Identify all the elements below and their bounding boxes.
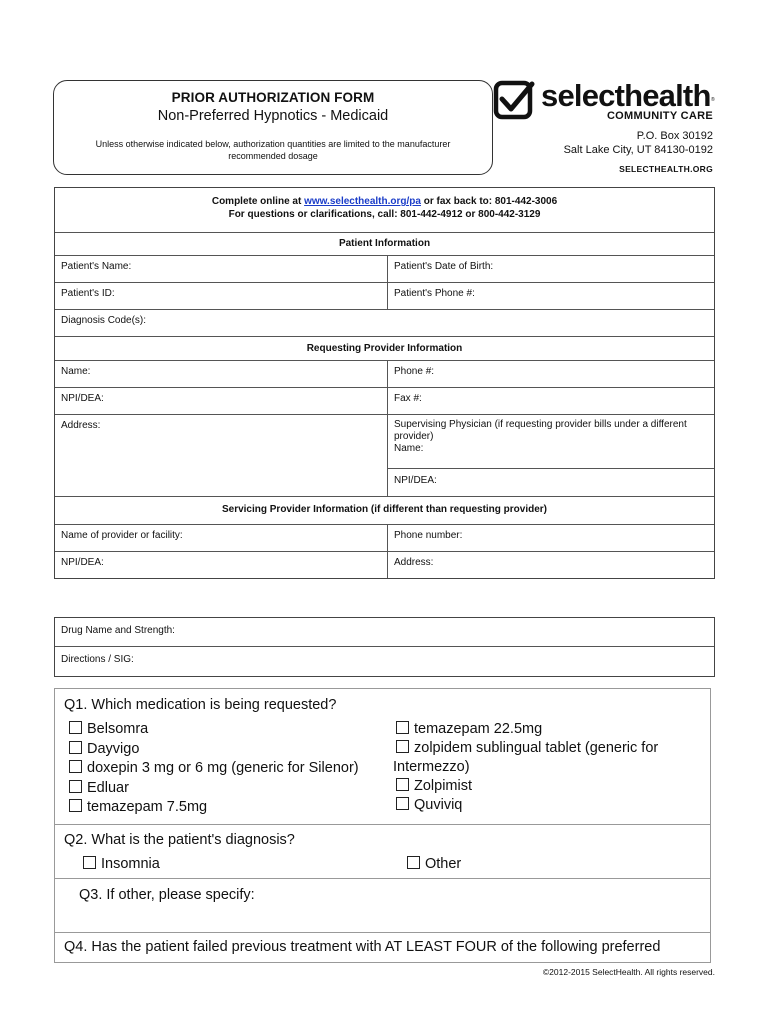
checkbox[interactable] — [69, 721, 82, 734]
option-label: Other — [425, 856, 462, 872]
option-other[interactable] — [407, 855, 461, 874]
directions-field[interactable]: Directions / SIG: — [61, 654, 134, 665]
patient-row-1 — [55, 256, 714, 283]
option-temazepam-22-5[interactable] — [396, 720, 542, 739]
logo-wordmark: selecthealth — [541, 78, 711, 113]
q1-option[interactable] — [69, 740, 359, 760]
checkbox[interactable] — [69, 760, 82, 773]
copyright: ©2012-2015 SelectHealth. All rights reserved. — [542, 967, 715, 977]
patient-row-2 — [55, 283, 714, 310]
form-header — [53, 80, 493, 175]
option-quviviq[interactable] — [396, 796, 462, 815]
drug-table — [54, 617, 715, 677]
patient-id-field[interactable]: Patient's ID: — [55, 283, 388, 309]
form-title: PRIOR AUTHORIZATION FORM — [171, 90, 375, 105]
pa-link[interactable]: www.selecthealth.org/pa — [304, 196, 421, 207]
info-table — [54, 187, 715, 579]
option-label: doxepin 3 mg or 6 mg (generic for Silenor) — [87, 760, 359, 776]
requesting-fax-field[interactable]: Fax #: — [394, 393, 422, 404]
option-insomnia[interactable] — [83, 855, 160, 874]
divider — [55, 824, 710, 825]
q1-option[interactable] — [69, 798, 359, 818]
option-label: temazepam 22.5mg — [414, 721, 543, 737]
patient-heading: Patient Information — [55, 233, 714, 256]
checkbox[interactable] — [396, 740, 409, 753]
option-label: Insomnia — [101, 856, 160, 872]
requesting-row-3 — [55, 415, 714, 497]
selecthealth-logo — [493, 80, 723, 180]
q1-left-options — [69, 720, 359, 818]
servicing-row-2 — [55, 552, 714, 578]
checkbox[interactable] — [396, 778, 409, 791]
address-line-2: Salt Lake City, UT 84130-0192 — [563, 144, 713, 156]
supervising-physician-cell — [388, 415, 714, 496]
checkbox[interactable] — [69, 741, 82, 754]
website-label: SELECTHEALTH.ORG — [619, 164, 713, 174]
divider — [55, 878, 710, 879]
servicing-heading: Servicing Provider Information (if different than requesting provider) — [55, 497, 714, 525]
option-label: Edluar — [87, 779, 129, 796]
checkmark-heart-icon — [493, 80, 535, 122]
patient-name-field[interactable]: Patient's Name: — [55, 256, 388, 282]
address-line-1: P.O. Box 30192 — [636, 130, 713, 142]
q1-option[interactable] — [69, 720, 359, 740]
form-subtitle: Non-Preferred Hypnotics - Medicaid — [157, 108, 389, 124]
requesting-row-1 — [55, 361, 714, 388]
contact-prefix: Complete online at — [211, 196, 305, 207]
q1-option[interactable] — [69, 759, 359, 779]
option-label: Zolpimist — [414, 778, 473, 794]
q4-question: Q4. Has the patient failed previous treatment with AT LEAST FOUR of the following preferred — [64, 939, 661, 955]
questions-section — [54, 688, 711, 963]
logo-trademark: ® — [711, 97, 715, 103]
q1-question: Q1. Which medication is being requested? — [64, 697, 337, 713]
requesting-npi-field[interactable]: NPI/DEA: — [55, 388, 388, 414]
servicing-name-field[interactable]: Name of provider or facility: — [55, 525, 388, 551]
supervising-label: Supervising Physician (if requesting provider bills under a different provider) — [394, 419, 687, 442]
supervising-name-field[interactable]: Name: — [394, 443, 424, 454]
diagnosis-code-field[interactable]: Diagnosis Code(s): — [55, 310, 714, 337]
requesting-heading: Requesting Provider Information — [55, 337, 714, 361]
requesting-phone-field[interactable]: Phone #: — [394, 366, 435, 377]
logo-subtitle: COMMUNITY CARE — [606, 110, 713, 122]
checkbox[interactable] — [407, 856, 420, 869]
checkbox[interactable] — [69, 780, 82, 793]
patient-dob-field[interactable]: Patient's Date of Birth: — [394, 261, 494, 272]
mailing-address — [564, 129, 713, 157]
servicing-row-1 — [55, 525, 714, 552]
option-zolpimist[interactable] — [396, 777, 472, 796]
option-zolpidem-sublingual[interactable] — [396, 739, 658, 758]
divider — [55, 932, 710, 933]
requesting-row-2 — [55, 388, 714, 415]
supervising-npi-field[interactable]: NPI/DEA: — [394, 475, 437, 486]
checkbox[interactable] — [396, 797, 409, 810]
contact-row — [55, 188, 714, 233]
requesting-name-field[interactable]: Name: — [55, 361, 388, 387]
servicing-address-field[interactable]: Address: — [394, 557, 434, 568]
option-zolpidem-continued: Intermezzo) — [393, 759, 470, 775]
contact-suffix: or fax back to: 801-442-3006 — [420, 196, 558, 207]
drug-name-field[interactable]: Drug Name and Strength: — [55, 618, 714, 647]
contact-phone: For questions or clarifications, call: 801-442-4912 or 800-442-3129 — [228, 209, 541, 220]
q1-option[interactable] — [69, 779, 359, 799]
q2-question: Q2. What is the patient's diagnosis? — [64, 832, 295, 848]
q3-question: Q3. If other, please specify: — [79, 887, 255, 903]
servicing-npi-field[interactable]: NPI/DEA: — [55, 552, 388, 578]
dosage-note: Unless otherwise indicated below, authorization quantities are limited to the manufacturer recommended dosage — [95, 139, 451, 161]
servicing-phone-field[interactable]: Phone number: — [394, 530, 463, 541]
option-label: Dayvigo — [87, 740, 140, 757]
option-label: temazepam 7.5mg — [87, 799, 208, 815]
requesting-address-field[interactable]: Address: — [55, 415, 388, 496]
option-label: zolpidem sublingual tablet (generic for — [414, 740, 659, 756]
option-label: Quviviq — [414, 797, 463, 813]
checkbox[interactable] — [83, 856, 96, 869]
checkbox[interactable] — [69, 799, 82, 812]
patient-phone-field[interactable]: Patient's Phone #: — [394, 288, 475, 299]
supervising-physician-block — [388, 415, 714, 469]
checkbox[interactable] — [396, 721, 409, 734]
option-label: Belsomra — [87, 721, 149, 737]
